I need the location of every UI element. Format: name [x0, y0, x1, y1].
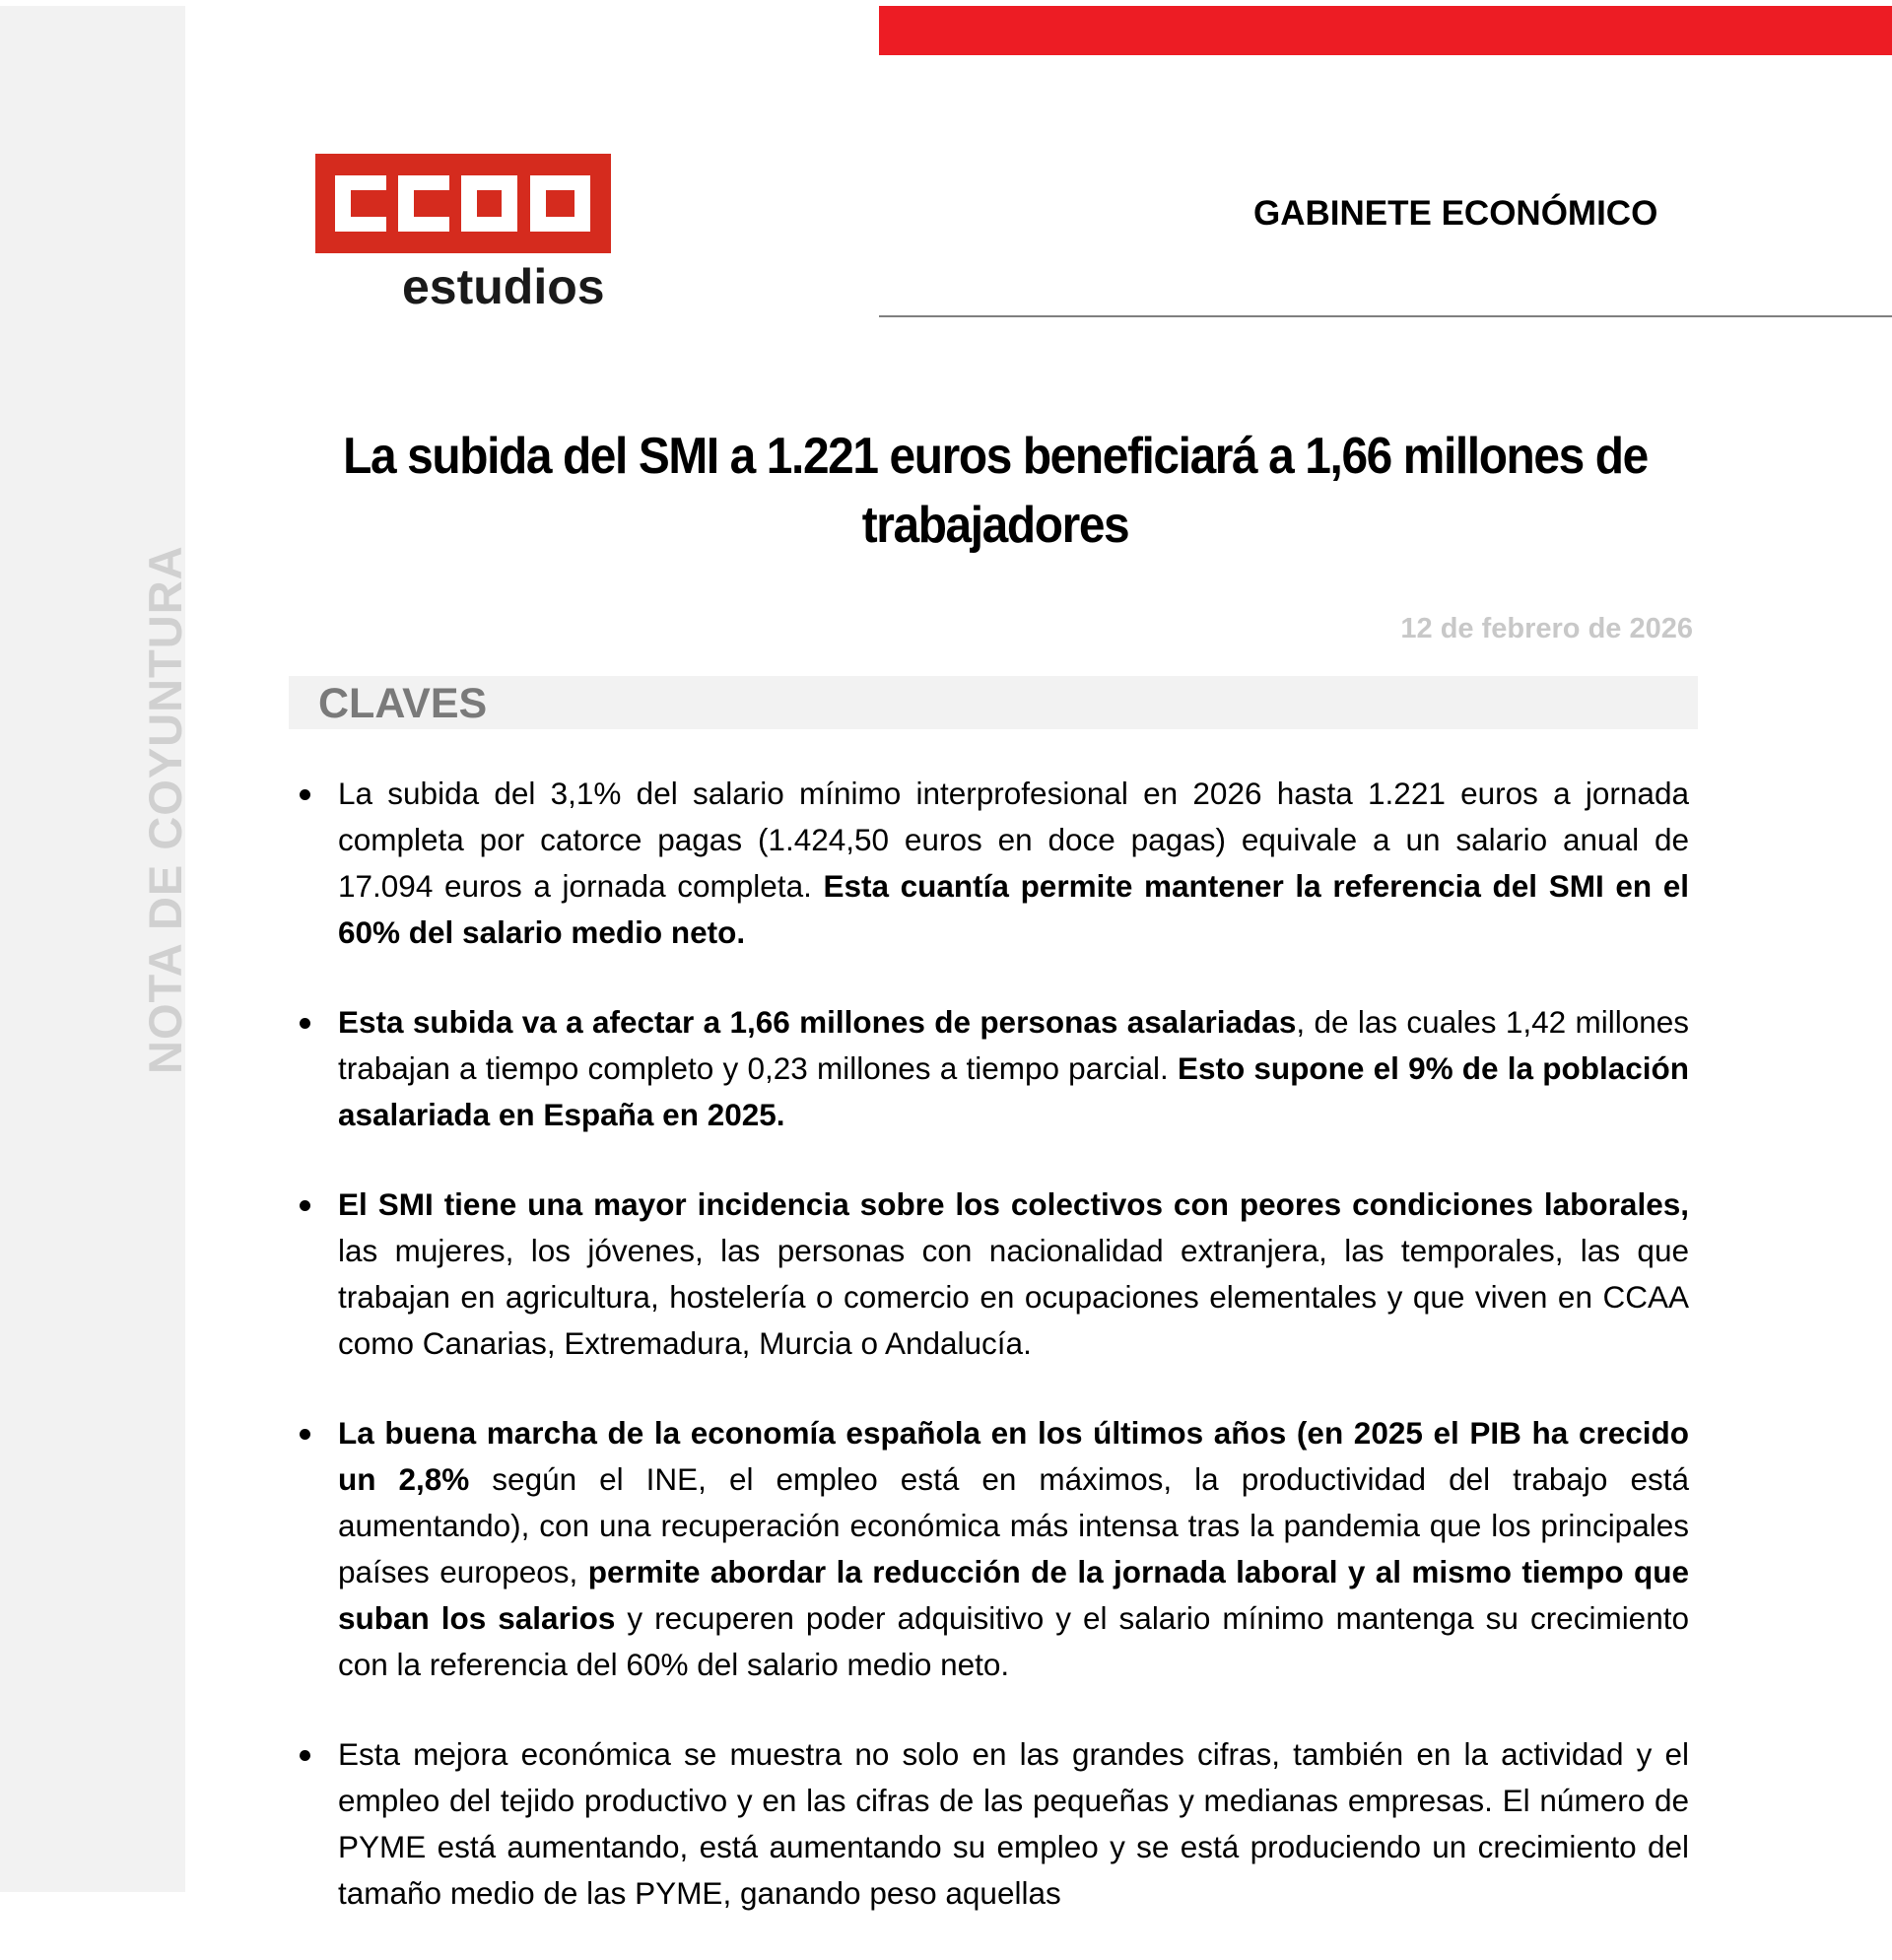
side-label: NOTA DE COYUNTURA [139, 545, 191, 1074]
segment-bold: El SMI tiene una mayor incidencia sobre los colectivos con peores condiciones laborales, [338, 1186, 1689, 1222]
bullet-icon [300, 1200, 310, 1211]
document-date: 12 de febrero de 2026 [1400, 613, 1693, 644]
accent-bar [879, 6, 1892, 55]
bullet-icon [300, 1750, 310, 1761]
section-heading-bar [289, 676, 1698, 729]
segment: , de las cuales 1,42 millones trabajan a tiempo completo y 0,23 millones a tiempo parcial. [338, 1004, 1690, 1086]
document-title: La subida del SMI a 1.221 euros beneficiará a 1,66 millones de trabajadores [343, 428, 1648, 554]
key-points-list [292, 771, 1689, 1960]
list-item [292, 1731, 1689, 1917]
segment: las mujeres, los jóvenes, las personas con nacionalidad extranjera, las temporales, las que trabajan en agricultura, hostelería o comercio en ocupaciones elementales y que viven en CCAA como Canarias, Extremadura, Murcia o Andalucía. [338, 1233, 1689, 1361]
segment-bold: Esta subida va a afectar a 1,66 millones de personas asalariadas [338, 1004, 1297, 1040]
segment: Esta mejora económica se muestra no solo en las grandes cifras, también en la actividad y el empleo del tejido productivo y en las cifras de las pequeñas y medianas empresas. El número de PYME está aumentando, está aumentando su empleo y se está produciendo un crecimiento del tamaño medio de las PYME, ganando peso aquellas [338, 1736, 1689, 1911]
list-item [292, 999, 1689, 1138]
segment-bold: Esta cuantía permite mantener la referencia del SMI en el 60% del salario medio neto. [338, 868, 1689, 950]
segment-bold: La buena marcha de la economía española en los últimos años (en 2025 el PIB ha crecido un 2,8% [338, 1415, 1689, 1497]
ccoo-logo [315, 154, 611, 253]
list-item [292, 1410, 1689, 1688]
department-label: GABINETE ECONÓMICO [1253, 194, 1658, 233]
segment: La subida del 3,1% del salario mínimo interprofesional en 2026 hasta 1.221 euros a jornada completa por catorce pagas (1.424,50 euros en doce pagas) equivale a un salario anual de 17.094 euros a jornada completa. [338, 776, 1689, 904]
logo-subtitle: estudios [402, 259, 605, 314]
segment-bold: Esto supone el 9% de la población asalariada en España en 2025. [338, 1050, 1689, 1132]
bullet-icon [300, 1018, 310, 1029]
list-item [292, 771, 1689, 956]
list-item [292, 1182, 1689, 1367]
bullet-icon [300, 1429, 310, 1440]
header-divider [879, 315, 1892, 317]
bullet-icon [300, 789, 310, 800]
segment: según el INE, el empleo está en máximos, la productividad del trabajo está aumentando), con una recuperación económica más intensa tras la pandemia que los principales países europeos, [338, 1461, 1689, 1589]
segment: y recuperen poder adquisitivo y el salario mínimo mantenga su crecimiento con la referencia del 60% del salario medio neto. [338, 1600, 1689, 1682]
section-heading: CLAVES [318, 680, 488, 727]
segment-bold: permite abordar la reducción de la jornada laboral y al mismo tiempo que suban los salarios [338, 1554, 1689, 1636]
